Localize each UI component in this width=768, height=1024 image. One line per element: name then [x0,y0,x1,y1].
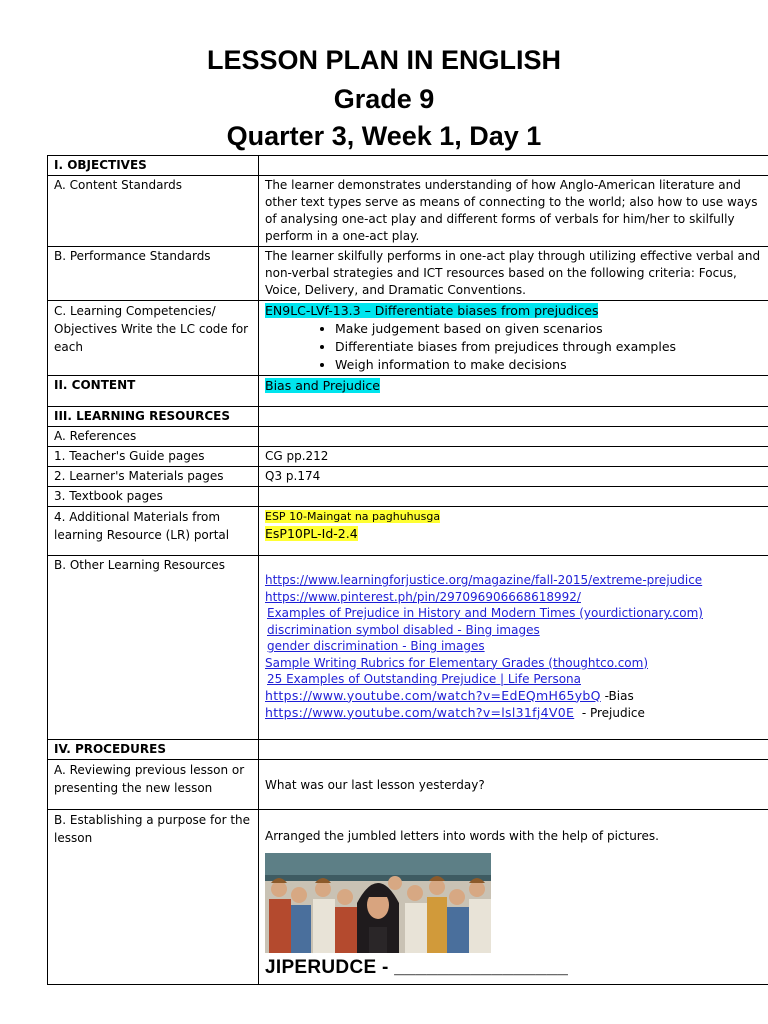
textbook-label: 3. Textbook pages [48,487,259,507]
teachers-guide-label: 1. Teacher's Guide pages [48,447,259,467]
other-resources-cell [259,556,768,740]
table-row [48,301,768,376]
video-link-row [265,688,768,705]
procedures-heading: IV. PROCEDURES [48,740,259,760]
content-standards-label: A. Content Standards [48,176,259,247]
table-row [48,556,768,740]
performance-standards-label: B. Performance Standards [48,247,259,301]
resource-link[interactable]: discrimination symbol disabled - Bing images [267,622,540,637]
competencies-label: C. Learning Competencies/ Objectives Write the LC code for each [48,301,259,376]
document-title: LESSON PLAN IN ENGLISH [206,45,562,75]
other-resources-label: B. Other Learning Resources [48,556,259,740]
video-link-prejudice[interactable]: https://www.youtube.com/watch?v=lsl31fj4V0E [265,704,575,720]
grade-heading: Grade 9 [333,84,435,114]
resource-link[interactable]: https://www.pinterest.ph/pin/297096906668618992/ [265,589,581,604]
table-row [48,810,768,985]
empty-cell [259,487,768,507]
resources-heading: III. LEARNING RESOURCES [48,407,259,427]
video-link-label: -Bias [600,688,634,703]
list-item: • Weigh information to make decisions [335,356,768,374]
table-row [48,176,768,247]
video-link-label: - Prejudice [574,705,645,720]
performance-standards-text: The learner skilfully performs in one-act play through utilizing effective verbal and non-verbal strategies and ICT resources based on the following criteria: Focus, Voice, Delivery, and Dramatic Conventions. [259,247,768,301]
table-row [48,376,768,407]
table-row [48,760,768,810]
additional-materials-label: 4. Additional Materials from learning Resource (LR) portal [48,507,259,556]
additional-line-2: EsP10PL-Id-2.4 [265,526,358,541]
table-row [48,487,768,507]
content-heading: II. CONTENT [48,376,259,407]
empty-cell [259,407,768,427]
jumbled-word: JIPERUDCE - ________________ [265,957,569,978]
resource-link[interactable]: 25 Examples of Outstanding Prejudice | Life Persona [267,672,581,686]
learners-materials-label: 2. Learner's Materials pages [48,467,259,487]
references-label: A. References [48,427,259,447]
competency-list [265,320,768,374]
empty-cell [259,740,768,760]
review-label: A. Reviewing previous lesson or presenting the new lesson [48,760,259,810]
table-row [48,447,768,467]
empty-cell [259,156,768,176]
teachers-guide-value: CG pp.212 [259,447,768,467]
empty-cell [259,427,768,447]
table-row [48,407,768,427]
table-row [48,156,768,176]
table-row [48,740,768,760]
schedule-heading: Quarter 3, Week 1, Day 1 [226,121,542,151]
list-item: • Make judgement based on given scenarios [335,320,768,338]
content-standards-text: The learner demonstrates understanding of how Anglo-American literature and other text types serve as means of connecting to the world; also how to use ways of analysing one-act play and different forms of verbals for him/her to skilfully perform in a one-act play. [259,176,768,247]
competency-code: EN9LC-LVf-13.3 – Differentiate biases from prejudices [265,303,599,318]
video-link-row [265,705,768,722]
table-row [48,247,768,301]
content-topic: Bias and Prejudice [265,378,380,393]
list-item: • Differentiate biases from prejudices through examples [335,338,768,356]
resource-link[interactable]: gender discrimination - Bing images [267,639,485,653]
content-topic-cell [259,376,768,407]
resource-link[interactable]: https://www.learningforjustice.org/magazine/fall-2015/extreme-prejudice [265,573,703,587]
learners-materials-value: Q3 p.174 [259,467,768,487]
purpose-label: B. Establishing a purpose for the lesson [48,810,259,985]
prejudice-illustration [265,853,491,953]
resource-link[interactable]: Sample Writing Rubrics for Elementary Grades (thoughtco.com) [265,655,649,670]
video-link-bias[interactable]: https://www.youtube.com/watch?v=EdEQmH65ybQ [265,687,601,703]
table-row [48,467,768,487]
objectives-heading: I. OBJECTIVES [48,156,259,176]
review-text: What was our last lesson yesterday? [259,760,768,810]
lesson-plan-table [47,155,768,985]
purpose-cell [259,810,768,985]
additional-line-1: ESP 10-Maingat na paghuhusga [265,510,441,523]
purpose-text: Arranged the jumbled letters into words with the help of pictures. [265,829,659,843]
resource-link[interactable]: Examples of Prejudice in History and Modern Times (yourdictionary.com) [267,606,703,620]
additional-materials-cell [259,507,768,556]
table-row [48,507,768,556]
competencies-cell [259,301,768,376]
table-row [48,427,768,447]
